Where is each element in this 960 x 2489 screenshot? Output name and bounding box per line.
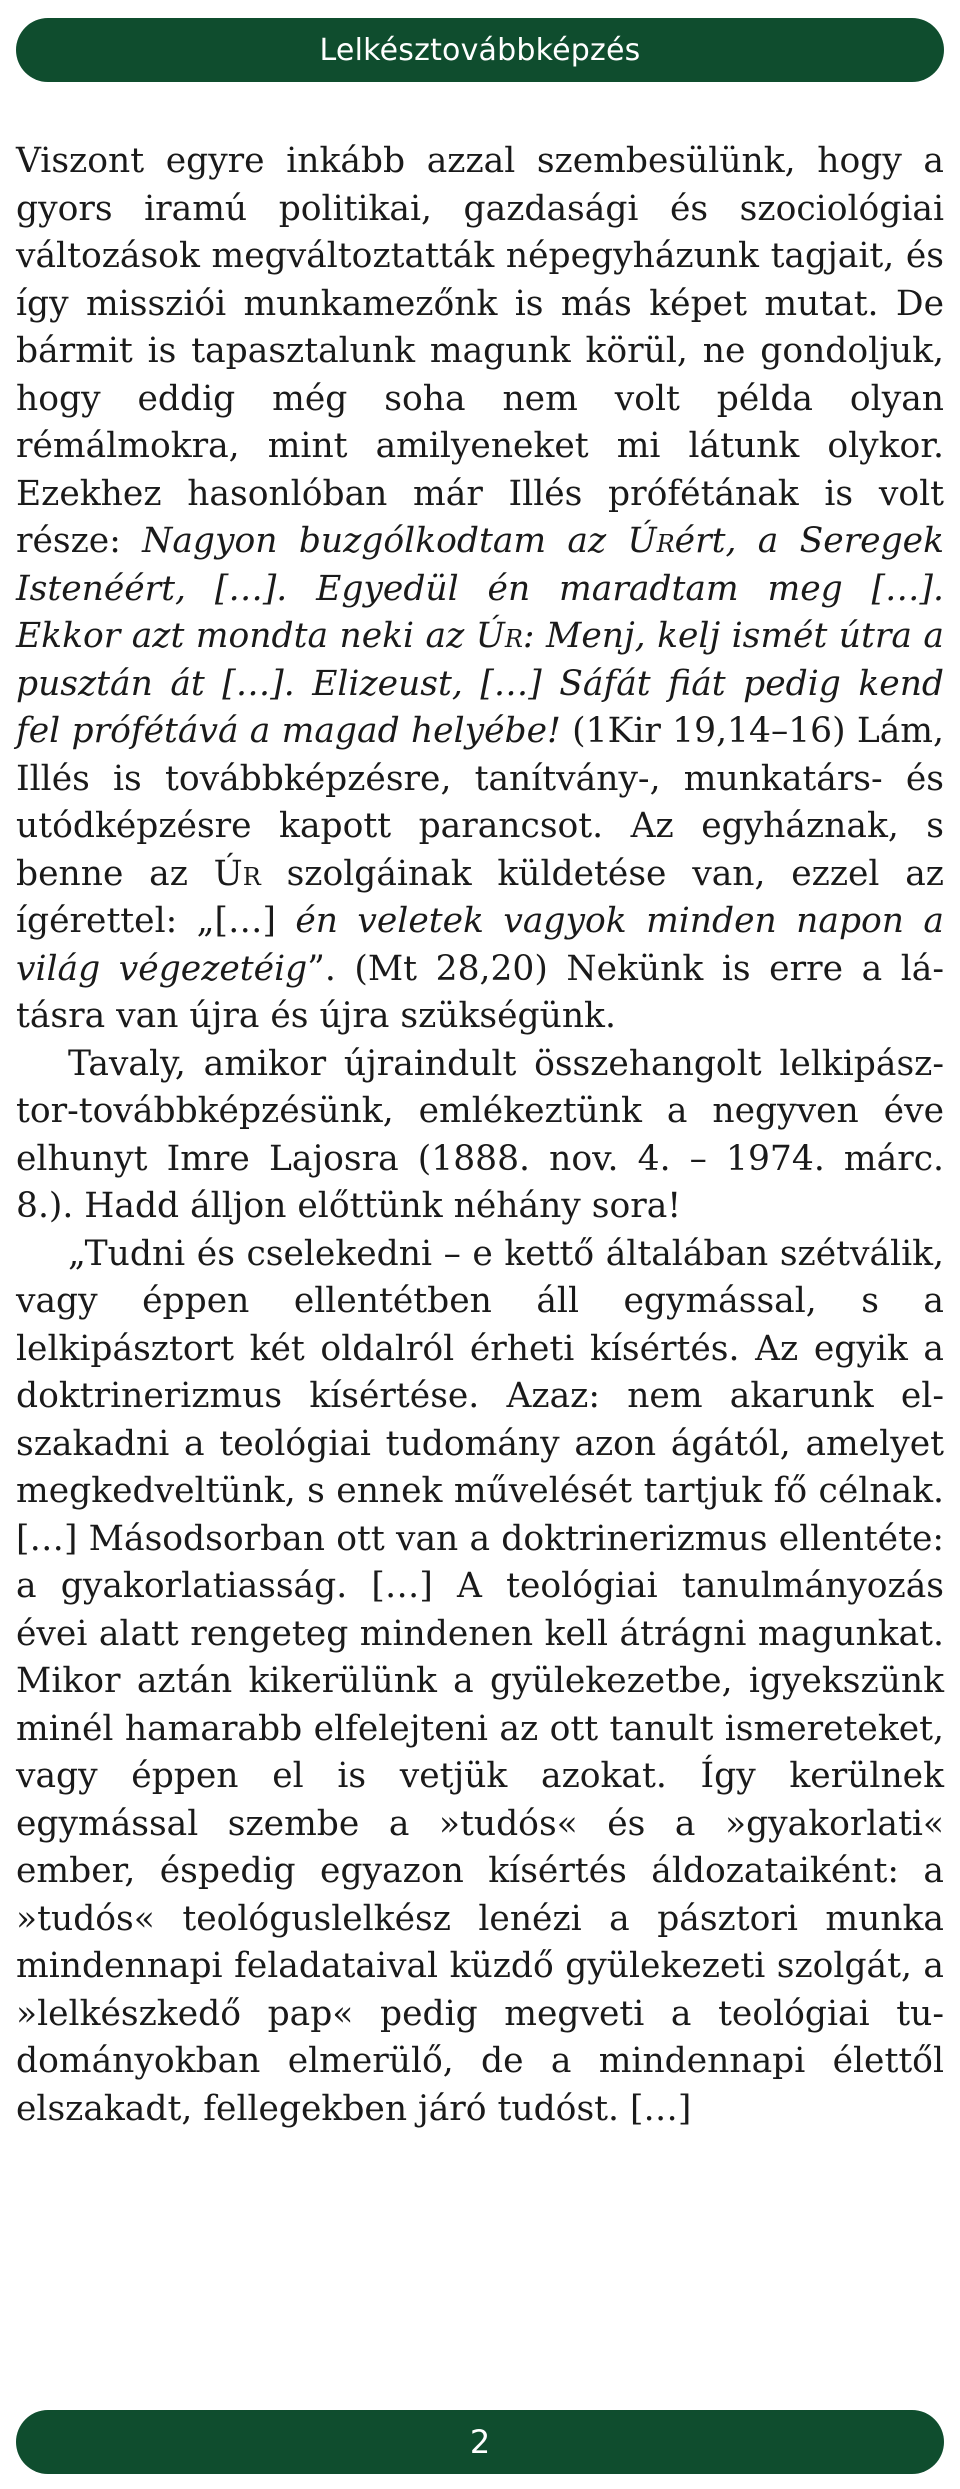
- page-number: 2: [469, 2423, 491, 2461]
- header-bar: [16, 18, 944, 82]
- paragraph-3-quotation: „Tudni és cselekedni – e kettő általában szétválik, vagy éppen ellentétben áll egymással, s a lelkipásztort két oldalról érheti kísértés. Az egyik a doktrinerizmus kísértése. Azaz: nem akarunk elszakadni a teológiai tudomány azon ágától, amelyet megkedveltünk, s ennek művelését tartjuk fő célnak. […] Másodsorban ott van a doktrinerizmus ellentéte: a gyakorlatiasság. […] A teológiai tanulmányozás évei alatt rengeteg mindenen kell átrágni magunkat. Mikor aztán kikerülünk a gyülekezetbe, igyekszünk minél hamarabb elfelejteni az ott tanult ismereteket, vagy éppen el is vetjük azokat. Így kerülnek egymással szembe a »tudós« és a »gyakorlati« ember, éspedig egyazon kísértés áldozataiként: a »tudós« teológuslelkész lenézi a pásztori munka mindennapi feladataival küzdő gyülekezeti szolgát, a »lelkészkedő pap« pedig megveti a teológiai tudományokban elmerülő, de a mindennapi élettől elszakadt, fellegekben járó tudóst. […]: [16, 1233, 944, 2129]
- footer-bar: [16, 2410, 944, 2474]
- paragraph-1-text-b: (1Kir 19,14–16) Lám, Illés is továbbképzésre, tanítvány-, munkatárs- és utódképzésre kapott parancsot. Az egyháznak, s benne az: [16, 711, 944, 894]
- paragraph-1: [16, 138, 944, 1041]
- running-header-title: Lelkésztovábbképzés: [319, 32, 641, 68]
- paragraph-1-text-c: szolgáinak küldetése van, ezzel az ígérettel: „[…]: [16, 853, 944, 941]
- lord-smallcaps: Úr: [475, 616, 523, 656]
- bible-quote-kings: Nagyon buzgólkodtam az Úrért, a Seregek Istenéért, […]. Egyedül én maradtam meg […]. Ekkor azt mondta neki az Úr: Menj, kelj ismét útra a pusztán át […]. Elizeust, […] Sáfát fiát pedig kend fel prófétává a magad helyébe!: [16, 521, 945, 751]
- lord-smallcaps: Úr: [213, 853, 261, 894]
- bible-quote-matthew: én veletek vagyok minden napon a világ végezetéig: [16, 901, 944, 989]
- paragraph-2: Tavaly, amikor újraindult összehangolt lelkipásztor-továbbképzésünk, emlékeztünk a negyven éve elhunyt Imre Lajosra (1888. nov. 4. – 1974. márc. 8.). Hadd álljon előttünk néhány sora!: [16, 1043, 944, 1226]
- paragraph-1-text-d: ”. (Mt 28,20) Nekünk is erre a látásra van újra és újra szükségünk.: [16, 948, 944, 1036]
- article-body: [16, 138, 944, 2133]
- lord-smallcaps: Úr: [627, 521, 675, 561]
- paragraph-1-text-a: Viszont egyre inkább azzal szembesülünk, hogy a gyors iramú politikai, gazdasági és szociológiai változások megváltoztatták népegyházunk tagjait, és így missziói munkamezőnk is más képet mutat. De bármit is tapasztalunk magunk körül, ne gondoljuk, hogy eddig még soha nem volt példa olyan rémálmokra, mint amilyeneket mi látunk olykor. Ezekhez hasonlóban már Illés prófétának is volt része:: [16, 141, 944, 561]
